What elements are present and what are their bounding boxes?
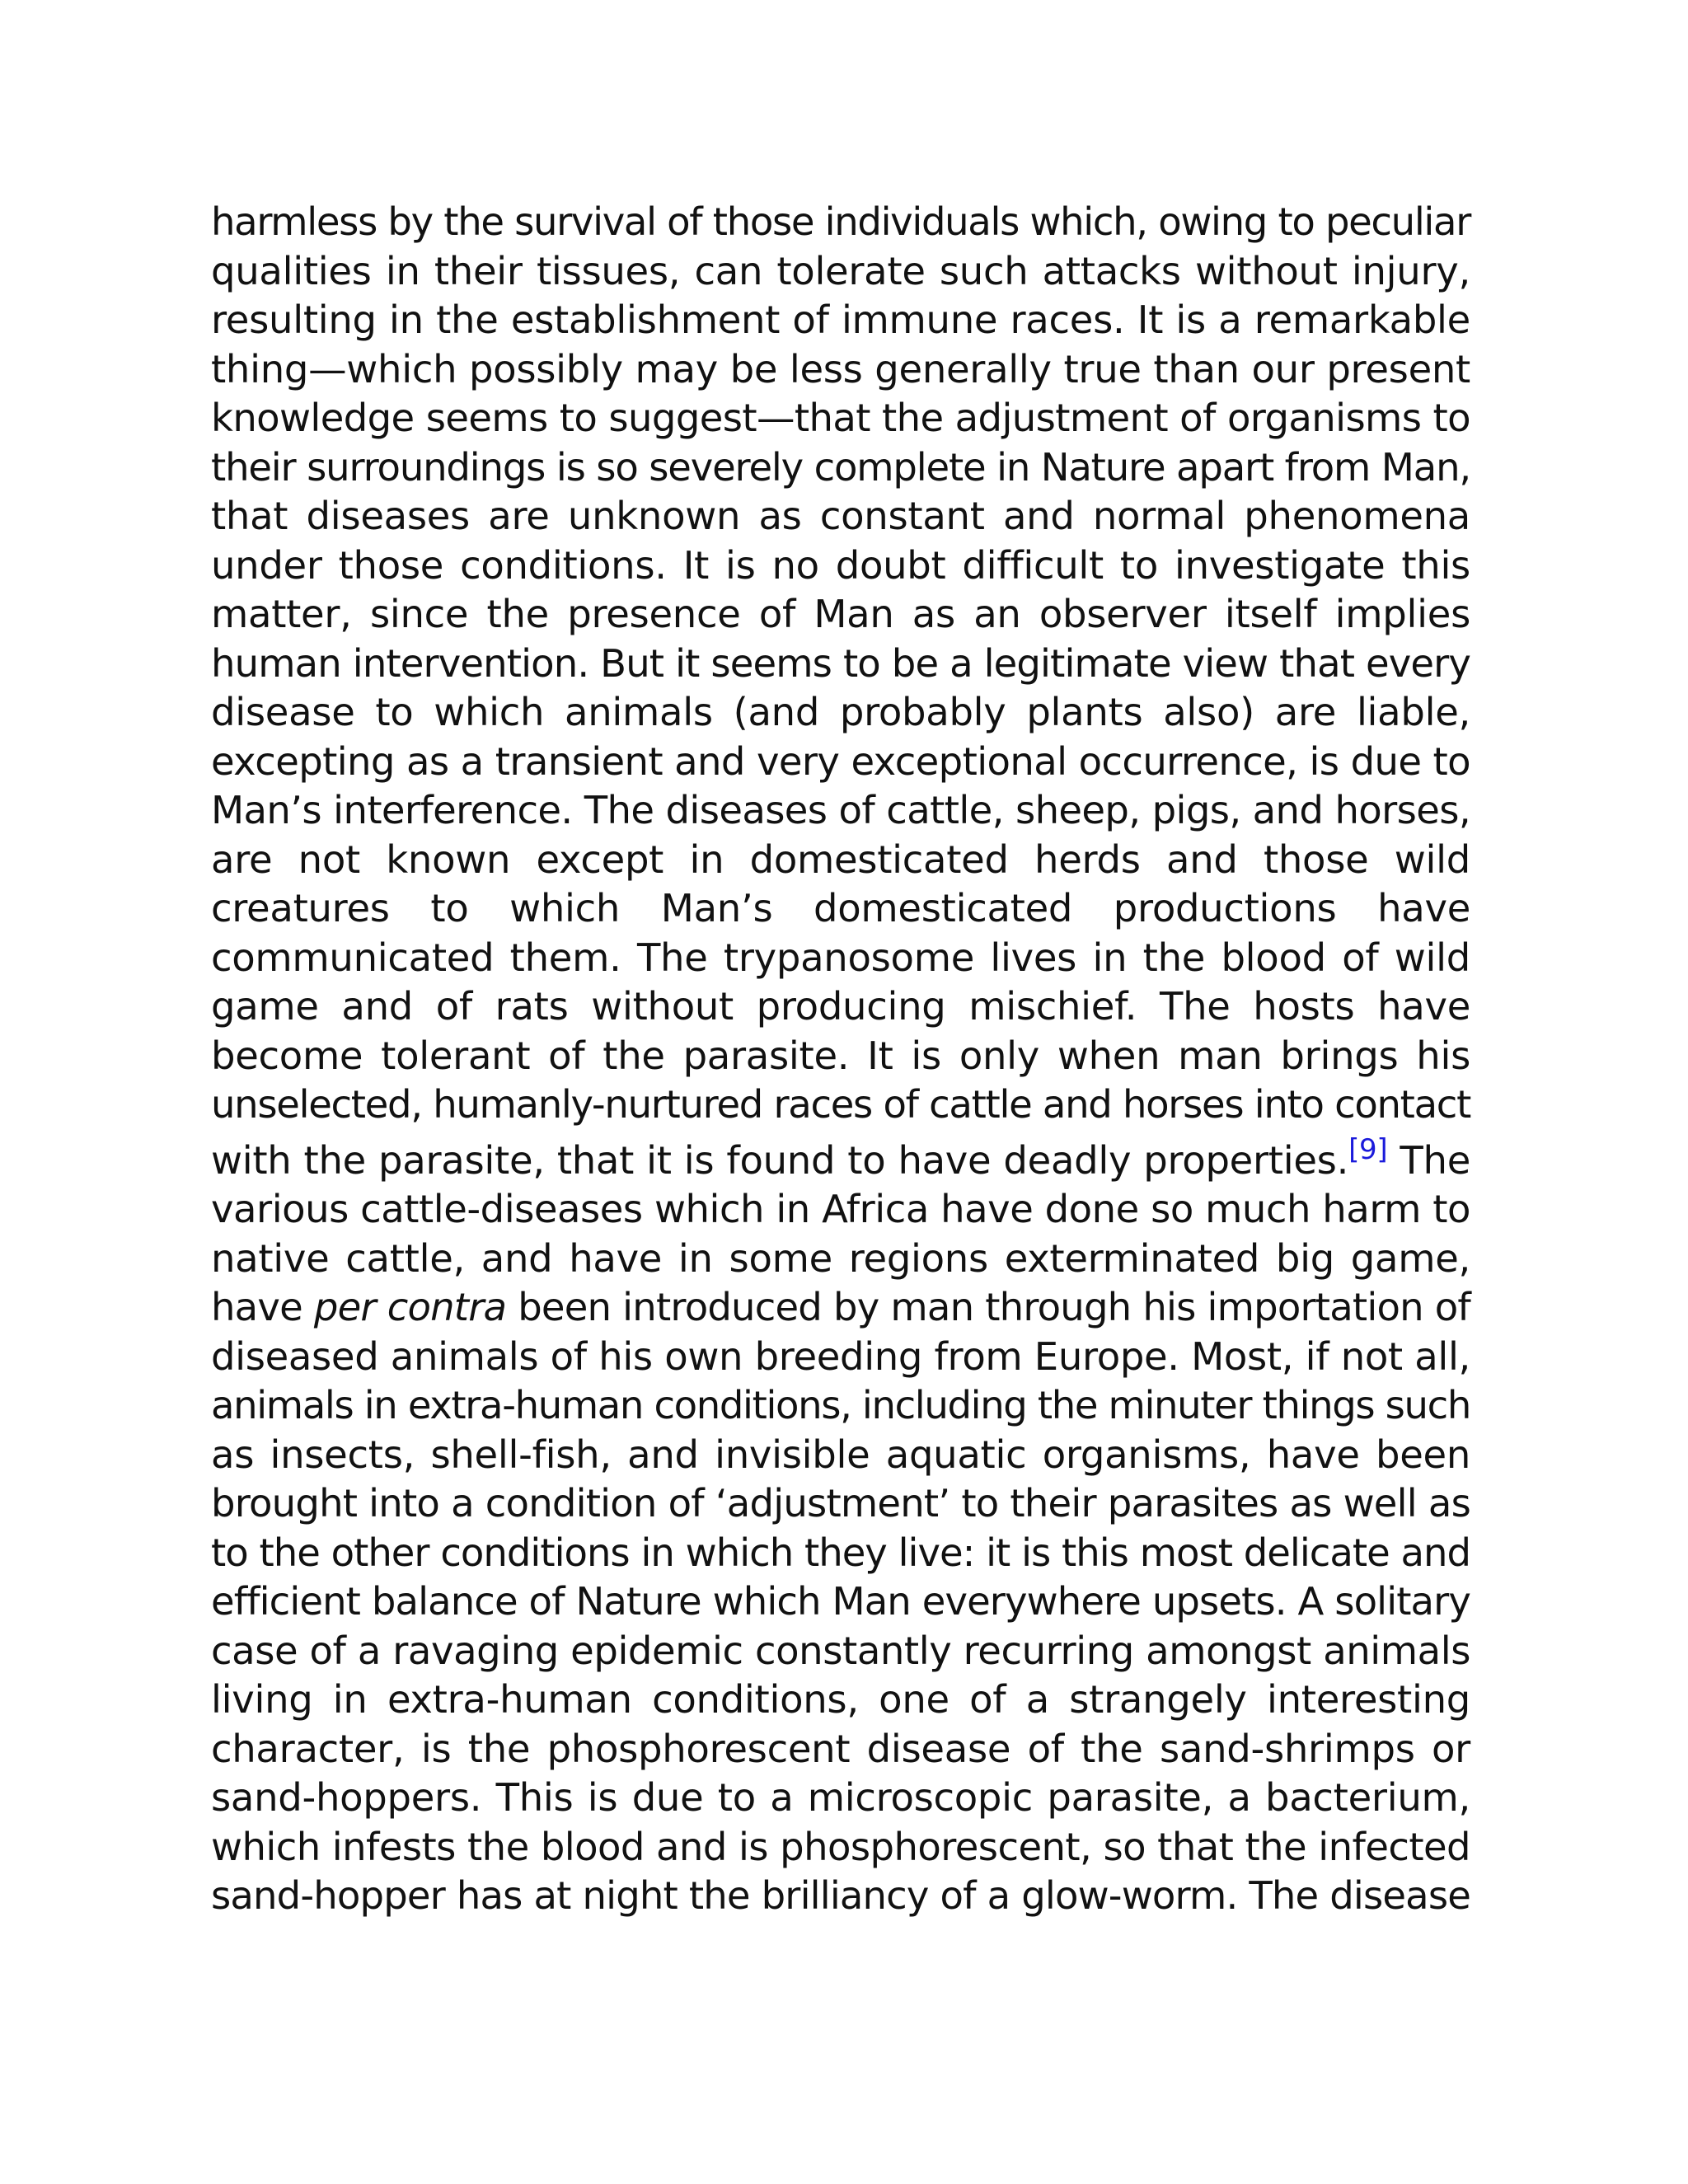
text-line: excepting as a transient and very exceptional occurrence, is due to bbox=[211, 738, 1470, 784]
text-line: brought into a condition of ‘adjustment’ to their parasites as well as bbox=[211, 1481, 1470, 1526]
text-line: Man’s interference. The diseases of cattle, sheep, pigs, and horses, bbox=[211, 788, 1470, 832]
text-line: sand-hoppers. This is due to a microscopic parasite, a bacterium, bbox=[211, 1775, 1470, 1820]
text-line: under those conditions. It is no doubt difficult to investigate this bbox=[211, 542, 1470, 588]
text-line: harmless by the survival of those individuals which, owing to peculiar bbox=[211, 199, 1470, 244]
text-line: resulting in the establishment of immune races. It is a remarkable bbox=[211, 298, 1470, 342]
text-line: sand-hopper has at night the brilliancy of a glow-worm. The disease bbox=[211, 1873, 1470, 1918]
footnote-link[interactable]: [9] bbox=[1348, 1132, 1388, 1166]
text-line: creatures to which Man’s domesticated productions have bbox=[211, 886, 1470, 930]
text-line: as insects, shell-fish, and invisible aquatic organisms, have been bbox=[211, 1432, 1470, 1477]
text-line: character, is the phosphorescent disease of the sand-shrimps or bbox=[211, 1726, 1470, 1771]
text-line: knowledge seems to suggest—that the adjustment of organisms to bbox=[211, 396, 1470, 440]
text-segment: The bbox=[1387, 1137, 1470, 1183]
text-line-with-footnote bbox=[211, 1132, 1470, 1186]
text-line: which infests the blood and is phosphorescent, so that the infected bbox=[211, 1824, 1470, 1869]
text-line: their surroundings is so severely complete in Nature apart from Man, bbox=[211, 444, 1470, 490]
text-line: efficient balance of Nature which Man everywhere upsets. A solitary bbox=[211, 1579, 1470, 1624]
text-line: communicated them. The trypanosome lives in the blood of wild bbox=[211, 935, 1470, 980]
text-segment: with the parasite, that it is found to have deadly properties. bbox=[211, 1137, 1349, 1183]
text-line: human intervention. But it seems to be a legitimate view that every bbox=[211, 640, 1470, 686]
text-line: qualities in their tissues, can tolerate such attacks without injury, bbox=[211, 248, 1470, 293]
text-line: various cattle-diseases which in Africa have done so much harm to bbox=[211, 1187, 1470, 1231]
text-segment: have bbox=[211, 1285, 314, 1329]
text-line: diseased animals of his own breeding from Europe. Most, if not all, bbox=[211, 1333, 1470, 1379]
text-line: living in extra-human conditions, one of a strangely interesting bbox=[211, 1677, 1470, 1722]
text-line: matter, since the presence of Man as an observer itself implies bbox=[211, 592, 1470, 636]
italic-phrase: per contra bbox=[313, 1285, 507, 1329]
text-line: unselected, humanly-nurtured races of cattle and horses into contact bbox=[211, 1082, 1470, 1127]
text-segment: been introduced by man through his importation of bbox=[506, 1285, 1470, 1329]
text-line: native cattle, and have in some regions exterminated big game, bbox=[211, 1235, 1470, 1281]
text-line: game and of rats without producing mischief. The hosts have bbox=[211, 984, 1470, 1029]
text-line: are not known except in domesticated herds and those wild bbox=[211, 837, 1470, 882]
text-line: animals in extra-human conditions, including the minuter things such bbox=[211, 1383, 1470, 1427]
text-line-with-italic bbox=[211, 1283, 1470, 1333]
text-line: thing—which possibly may be less generally true than our present bbox=[211, 346, 1470, 391]
text-line: that diseases are unknown as constant and normal phenomena bbox=[211, 494, 1470, 538]
text-line: to the other conditions in which they live: it is this most delicate and bbox=[211, 1530, 1470, 1575]
text-line: become tolerant of the parasite. It is only when man brings his bbox=[211, 1033, 1470, 1078]
page-content bbox=[211, 198, 1470, 1921]
body-paragraph bbox=[211, 198, 1470, 1921]
text-line: disease to which animals (and probably plants also) are liable, bbox=[211, 690, 1470, 734]
text-line: case of a ravaging epidemic constantly recurring amongst animals bbox=[211, 1628, 1470, 1673]
